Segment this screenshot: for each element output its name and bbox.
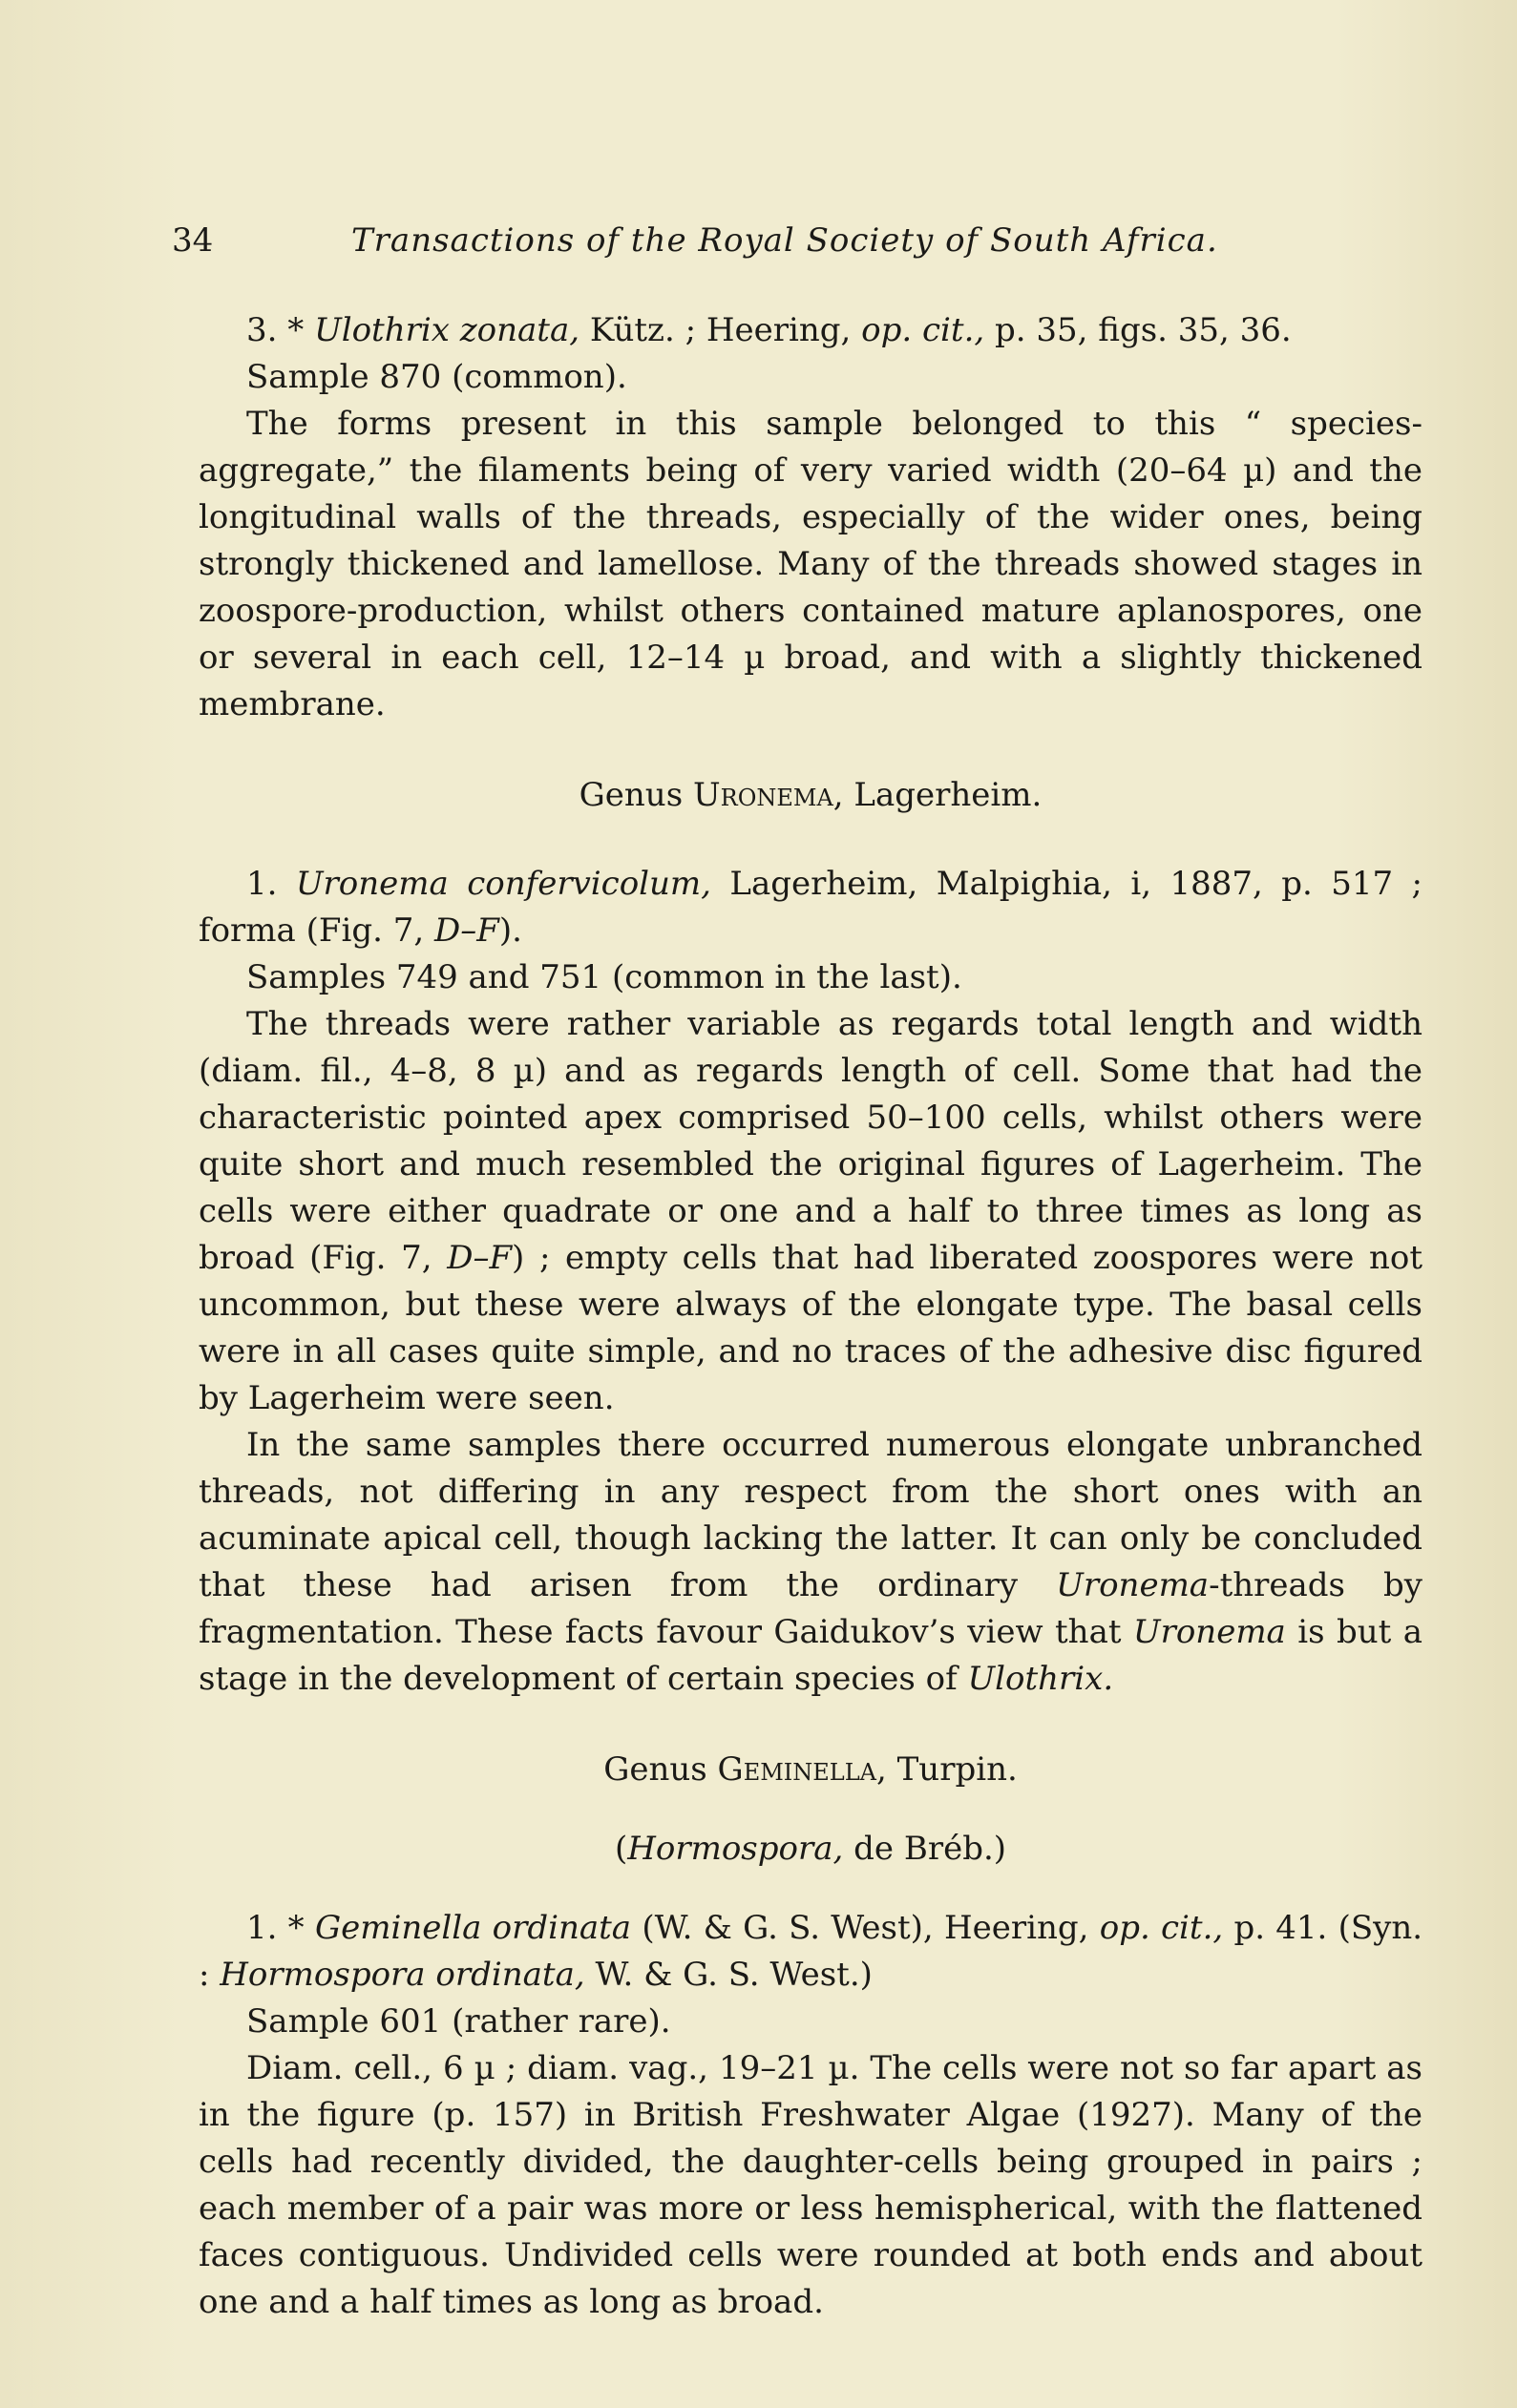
species-name: Geminella ordinata: [314, 1909, 632, 1947]
paren: (: [614, 1830, 628, 1868]
genus-italic: Ulothrix.: [967, 1660, 1114, 1698]
figure-ref: D–F: [434, 911, 499, 950]
synonym-name: Hormospora,: [627, 1830, 844, 1868]
genus-author: Turpin.: [896, 1750, 1018, 1789]
species-name: Ulothrix zonata,: [314, 311, 580, 349]
desc-text: The threads were rather variable as regards total length and width (diam. fil., 4–8, 8 µ) and as regards length of cell. Some that had the characteristic pointed apex comprised 50–100 cells, whilst others were quite short and much resembled the original figures of Lagerheim. The cells were either quadrate or one and a half to three times as long as broad (Fig. 7,: [199, 1005, 1422, 1277]
op-cit: op. cit.,: [861, 311, 985, 349]
page-number: 34: [172, 221, 214, 260]
genus-italic: Uronema: [1056, 1566, 1210, 1604]
uronema-description-2: [199, 1422, 1422, 1703]
genus-uronema-heading: [199, 772, 1422, 819]
uronema-sample: Samples 749 and 751 (common in the last).: [246, 958, 962, 996]
ulothrix-heading: [199, 307, 1422, 354]
ulothrix-description: The forms present in this sample belonged to this “ species-aggregate,” the filaments being of very varied width (20–64 µ) and the longitudinal walls of the threads, especially of the wider ones, being strongly thickened and lamellose. Many of the threads showed stages in zoospore-production, whilst others contained mature aplanospores, one or several in each cell, 12–14 µ broad, and with a slightly thickened membrane.: [199, 405, 1422, 723]
uronema-description-1: [199, 1001, 1422, 1422]
desc-text: In the same samples there occurred numerous elongate unbranched threads, not differing in any respect from the short ones with an acuminate apical cell, though lacking the latter. It can only be concluded that these had arisen from the ordinary: [199, 1426, 1422, 1604]
genus-geminella-heading: [199, 1747, 1422, 1793]
species-number: 3. *: [246, 311, 305, 349]
running-title: Transactions of the Royal Society of South Africa.: [351, 221, 1218, 260]
species-number: 1.: [246, 865, 278, 903]
geminella-description: Diam. cell., 6 µ ; diam. vag., 19–21 µ. The cells were not so far apart as in the figure (p. 157) in British Freshwater Algae (1927). Many of the cells had recently divided, the daughter-cells being grouped in pairs ; each member of a pair was more or less hemispherical, with the flattened faces contiguous. Undivided cells were rounded at both ends and about one and a half times as long as broad.: [199, 2049, 1422, 2321]
genus-synonym: [199, 1826, 1422, 1873]
page-header: [172, 218, 1422, 286]
genus-author: Lagerheim.: [853, 776, 1043, 814]
species-reference: p. 41.: [1233, 1909, 1328, 1947]
genus-italic: Uronema: [1132, 1613, 1286, 1651]
genus-name: Geminella,: [717, 1750, 887, 1789]
species-number: 1. *: [246, 1909, 305, 1947]
geminella-sample: Sample 601 (rather rare).: [246, 2002, 671, 2041]
synonym-name: Hormospora ordinata,: [220, 1956, 585, 1994]
uronema-heading: [199, 861, 1422, 954]
species-citation: Lagerheim, Malpighia, i, 1887, p. 517 ; forma (Fig. 7,: [199, 865, 1422, 950]
ulothrix-sample: Sample 870 (common).: [246, 358, 627, 396]
desc-text: -threads by fragmentation. These facts favour Gaidukov’s view that: [199, 1566, 1423, 1651]
desc-text: ) ; empty cells that had liberated zoospores were not uncommon, but these were always of the elongate type. The basal cells were in all cases quite simple, and no traces of the adhesive disc figured by Lagerheim were seen.: [199, 1239, 1422, 1417]
figure-ref: D–F: [447, 1239, 513, 1277]
species-reference: p. 35, figs. 35, 36.: [995, 311, 1292, 349]
species-name: Uronema confervicolum,: [295, 865, 711, 903]
citation-close: ).: [498, 911, 522, 950]
genus-prefix: Genus: [579, 776, 684, 814]
synonym-prefix: (Syn. :: [199, 1909, 1423, 1994]
genus-prefix: Genus: [603, 1750, 707, 1789]
species-authority: (W. & G. S. West), Heering,: [642, 1909, 1089, 1947]
species-authority: Kütz. ; Heering,: [589, 311, 852, 349]
synonym-author: de Bréb.): [853, 1830, 1007, 1868]
synonym-author: W. & G. S. West.): [595, 1956, 873, 1994]
text-column: [172, 218, 1423, 2326]
geminella-heading: [199, 1905, 1422, 1999]
desc-text: is but a stage in the development of certain species of: [199, 1613, 1422, 1698]
op-cit: op. cit.,: [1099, 1909, 1224, 1947]
genus-name: Uronema,: [692, 776, 844, 814]
